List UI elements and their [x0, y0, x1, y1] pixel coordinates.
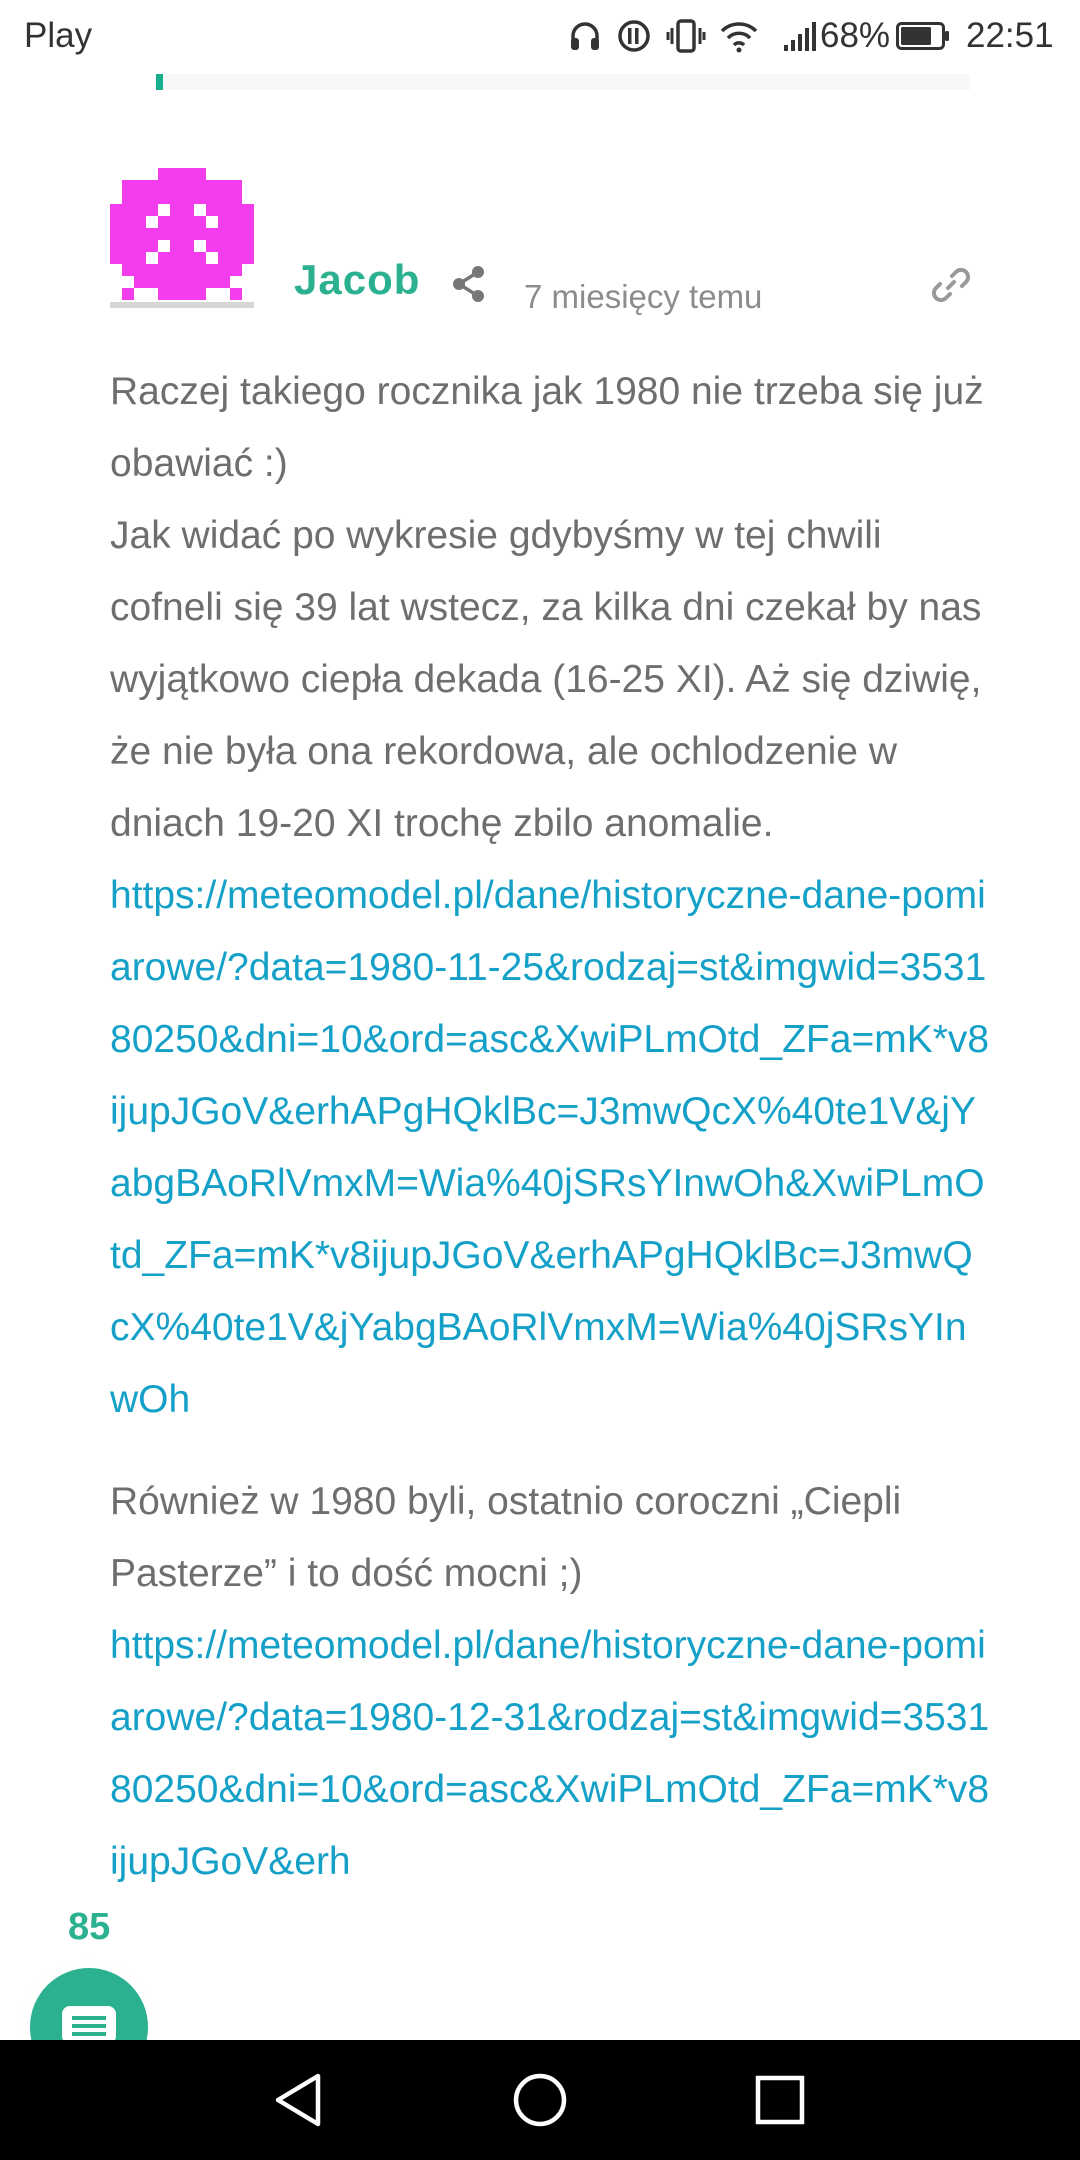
vibrate-icon: [666, 18, 706, 54]
comment-link-2[interactable]: https://meteomodel.pl/dane/historyczne-dane-pomiarowe/?data=1980-12-31&rodzaj=st&imgwid=353180250&dni=10&ord=asc&XwiPLmOtd_ZFa=mK*v8ijupJGoV&erh: [110, 1624, 990, 1883]
comment-link-1[interactable]: https://meteomodel.pl/dane/historyczne-dane-pomiarowe/?data=1980-11-25&rodzaj=st&imgwid=353180250&dni=10&ord=asc&XwiPLmOtd_ZFa=mK*v8ijupJGoV&erhAPgHQklBc=J3mwQcX%40te1V&jYabgBAoRlVmxM=Wia%40jSRsYInwOh&XwiPLmOtd_ZFa=mK*v8ijupJGoV&erhAPgHQklBc=J3mwQcX%40te1V&jYabgBAoRlVmxM=Wia%40jSRsYInwOh: [110, 874, 990, 1421]
permalink-icon[interactable]: [930, 264, 972, 306]
signal-icon: [782, 19, 822, 53]
data-saver-icon: [616, 18, 652, 54]
recents-icon[interactable]: [746, 2066, 814, 2134]
clock: 22:51: [966, 16, 1054, 55]
comment-author[interactable]: Jacob: [294, 256, 421, 303]
wifi-icon: [720, 19, 758, 53]
back-icon[interactable]: [264, 2066, 332, 2134]
user-avatar[interactable]: [110, 168, 254, 300]
headphones-icon: [568, 19, 602, 53]
battery-icon: [896, 22, 950, 50]
status-icons: [568, 14, 822, 58]
home-icon[interactable]: [506, 2066, 574, 2134]
battery-percent: 68%: [820, 16, 891, 55]
comment-paragraph-2: Również w 1980 byli, ostatnio coroczni „Ciepli Pasterze” i to dość mocni ;): [110, 1480, 902, 1595]
comment-body: [110, 356, 990, 1898]
status-bar: [0, 0, 1080, 74]
share-icon[interactable]: [450, 264, 488, 304]
comment-count[interactable]: 85: [68, 1906, 111, 1948]
comment-paragraph-1: Raczej takiego rocznika jak 1980 nie trzeba się już obawiać :) Jak widać po wykresie gdybyśmy w tej chwili cofneli się 39 lat wstecz, za kilka dni czekał by nas wyjątkowo ciepła dekada (16-25 XI). Aż się dziwię, że nie była ona rekordowa, ale ochlodzenie w dniach 19-20 XI trochę zbilo anomalie.: [110, 370, 984, 845]
navigation-bar: [0, 2040, 1080, 2160]
avatar-underline: [110, 302, 254, 308]
previous-comment-accent: [156, 74, 163, 90]
carrier-name: Play: [24, 16, 93, 55]
previous-comment-bottom: [156, 74, 970, 90]
comment-timestamp[interactable]: 7 miesięcy temu: [524, 278, 763, 315]
